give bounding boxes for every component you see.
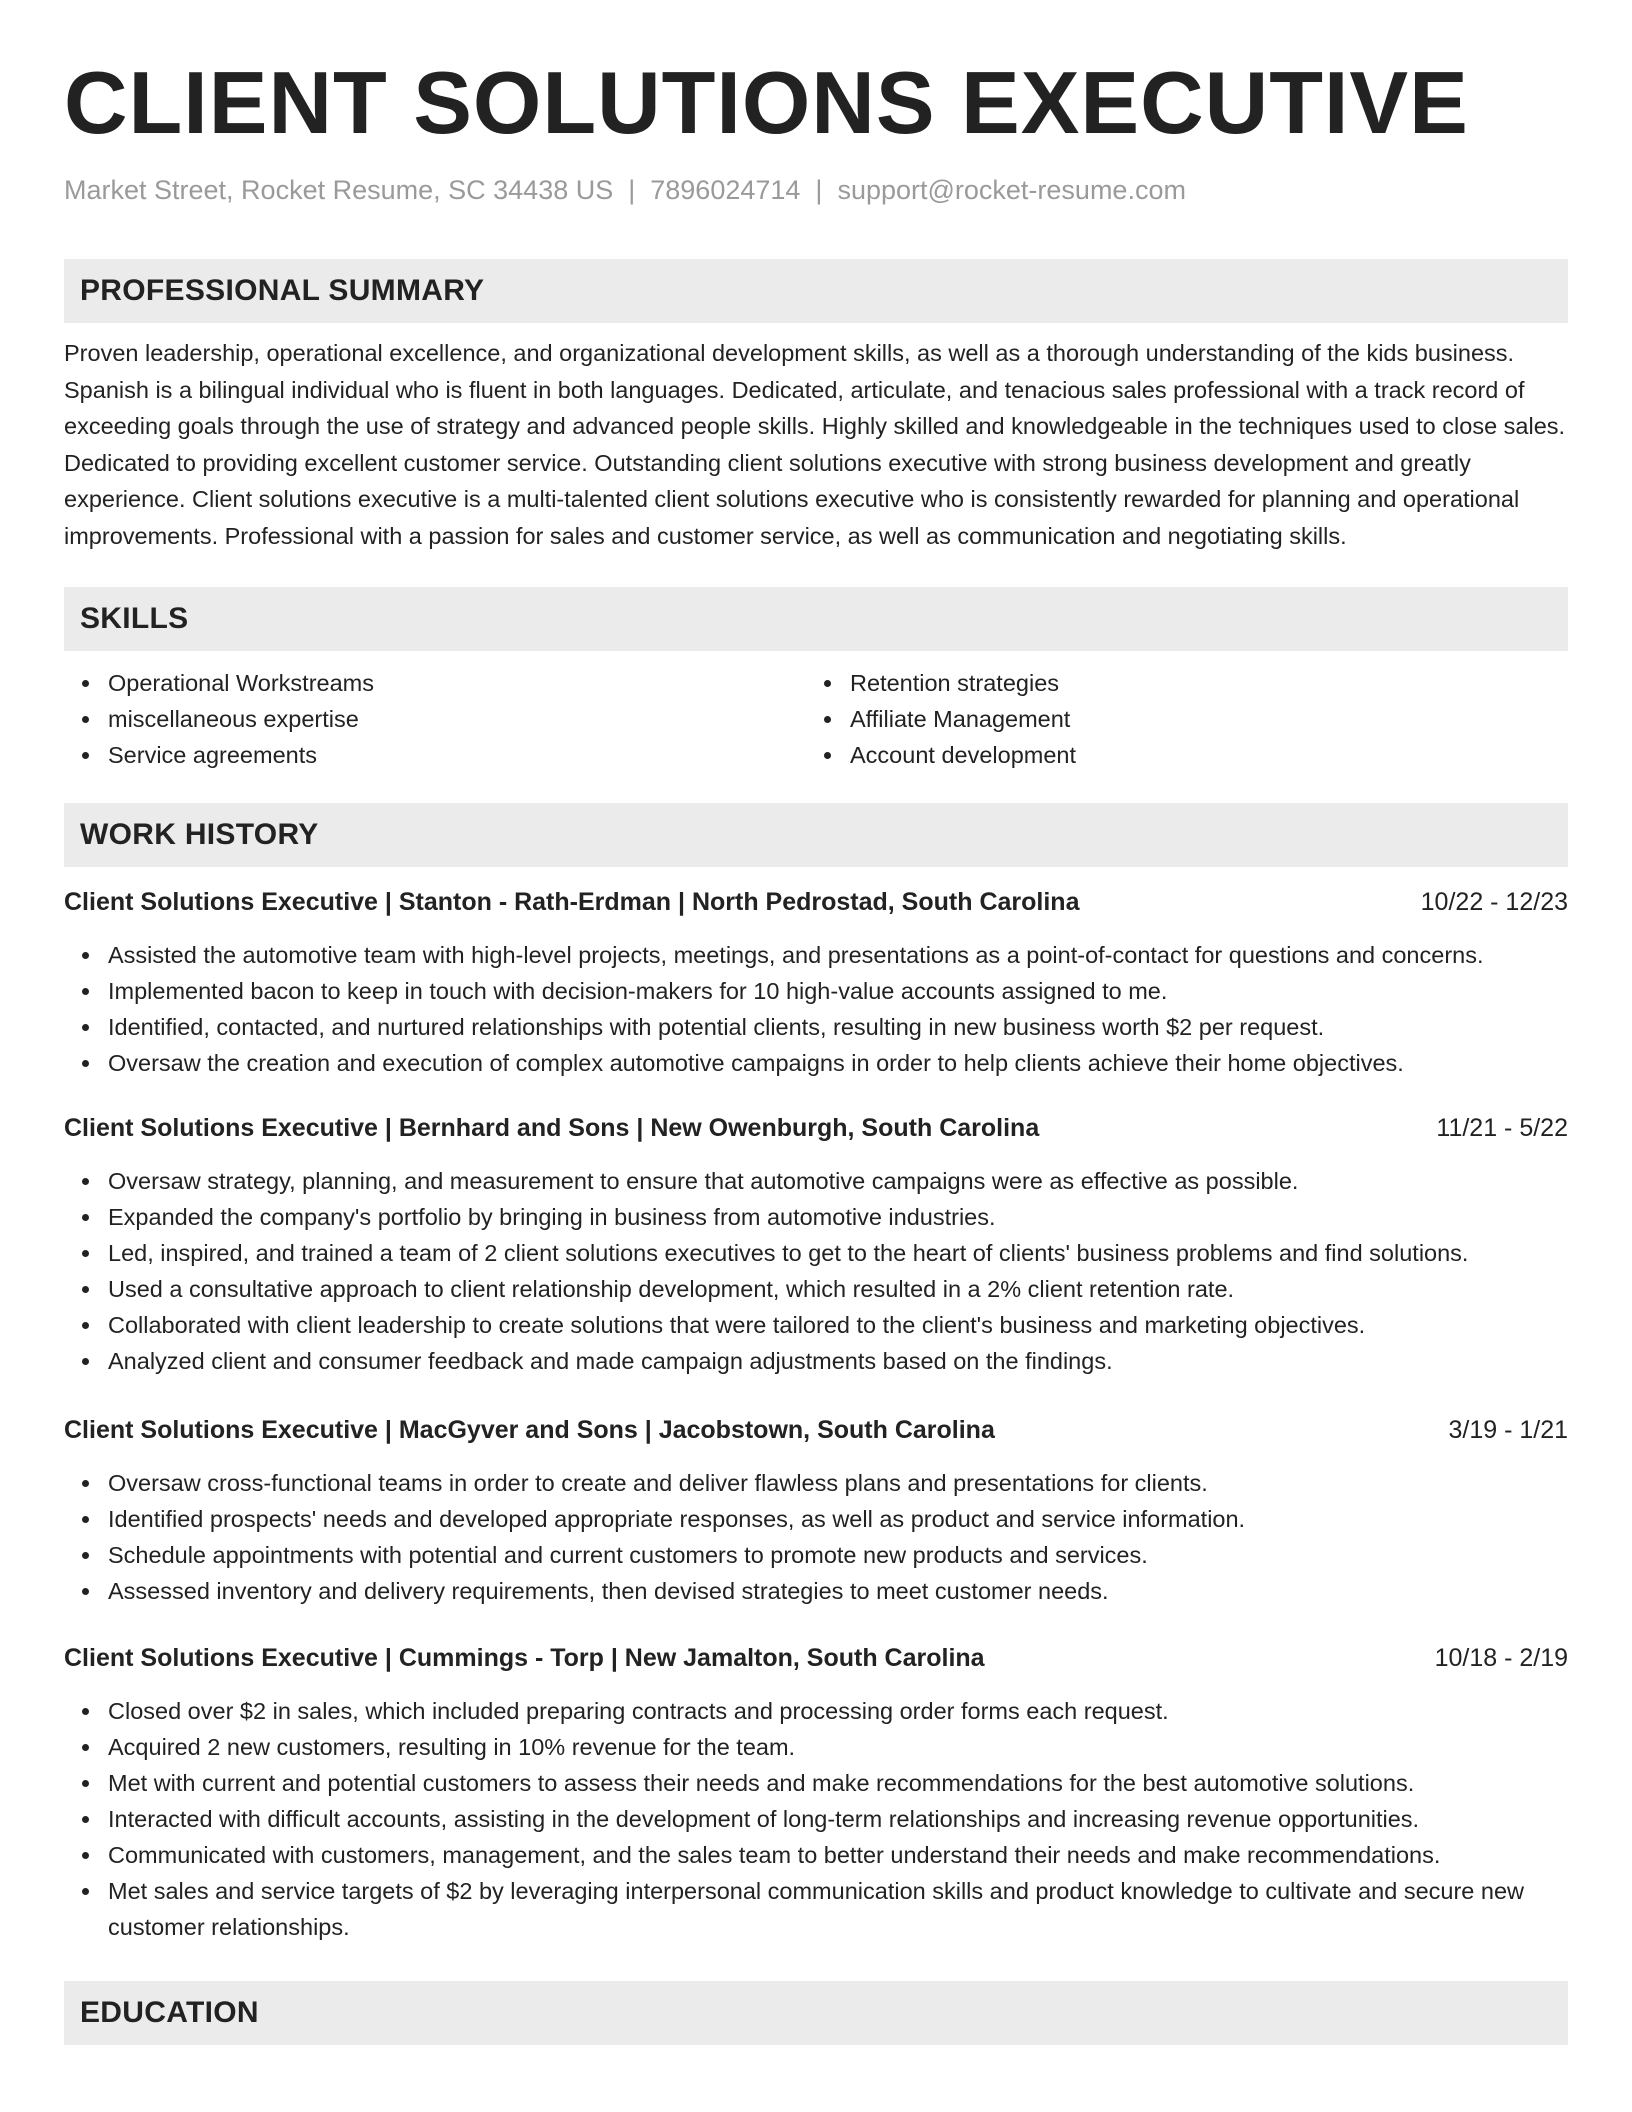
job-bullet: Communicated with customers, management, and the sales team to better understand their needs and make recommendations. [108,1837,1568,1873]
job-bullet: Schedule appointments with potential and current customers to promote new products and services. [108,1537,1568,1573]
job-entry [64,1111,1568,1379]
job-heading-row [64,885,1568,919]
job-dates: 3/19 - 1/21 [1448,1415,1568,1444]
job-bullet: Oversaw the creation and execution of complex automotive campaigns in order to help clients achieve their home objectives. [108,1045,1568,1081]
job-bullet: Led, inspired, and trained a team of 2 client solutions executives to get to the heart of clients' business problems and find solutions. [108,1235,1568,1271]
job-heading-row [64,1111,1568,1145]
job-bullets [64,1465,1568,1609]
job-bullets [64,1163,1568,1379]
job-entry [64,1413,1568,1609]
job-bullet: Identified, contacted, and nurtured relationships with potential clients, resulting in new business worth $2 per request. [108,1009,1568,1045]
job-bullet: Met sales and service targets of $2 by leveraging interpersonal communication skills and product knowledge to cultivate and secure new customer relationships. [108,1873,1568,1945]
skill-item: Retention strategies [850,665,1548,701]
job-dates: 10/18 - 2/19 [1434,1643,1568,1672]
skills-column-right [806,665,1548,773]
job-heading: Client Solutions Executive | Cummings - Torp | New Jamalton, South Carolina [64,1643,985,1672]
job-bullet: Collaborated with client leadership to create solutions that were tailored to the client's business and marketing objectives. [108,1307,1568,1343]
job-bullet: Implemented bacon to keep in touch with decision-makers for 10 high-value accounts assigned to me. [108,973,1568,1009]
job-heading: Client Solutions Executive | MacGyver and Sons | Jacobstown, South Carolina [64,1415,995,1444]
contact-phone: 7896024714 [650,175,801,205]
skills-list [64,665,1568,773]
job-bullet: Acquired 2 new customers, resulting in 10% revenue for the team. [108,1729,1568,1765]
job-entry [64,1641,1568,1945]
skill-item: Operational Workstreams [108,665,806,701]
job-bullets [64,937,1568,1081]
job-bullet: Identified prospects' needs and developed appropriate responses, as well as product and service information. [108,1501,1568,1537]
contact-address: Market Street, Rocket Resume, SC 34438 US [64,175,614,205]
contact-separator: | [628,175,636,205]
skill-item: Affiliate Management [850,701,1548,737]
job-heading: Client Solutions Executive | Bernhard and Sons | New Owenburgh, South Carolina [64,1113,1040,1142]
summary-text: Proven leadership, operational excellence, and organizational development skills, as well as a thorough understanding of the kids business. Spanish is a bilingual individual who is fluent in both languages. Dedicated, articulate, and tenacious sales professional with a track record of exceeding goals through the use of strategy and advanced people skills. Highly skilled and knowledgeable in the techniques used to close sales. Dedicated to providing excellent customer service. Outstanding client solutions executive with strong business development and greatly experience. Client solutions executive is a multi-talented client solutions executive who is consistently rewarded for planning and operational improvements. Professional with a passion for sales and customer service, as well as communication and negotiating skills. [64,340,1566,549]
skill-item: Account development [850,737,1548,773]
job-dates: 11/21 - 5/22 [1436,1113,1568,1142]
section-header-skills: SKILLS [64,587,1568,651]
job-bullet: Closed over $2 in sales, which included preparing contracts and processing order forms each request. [108,1693,1568,1729]
job-bullet: Assessed inventory and delivery requirements, then devised strategies to meet customer needs. [108,1573,1568,1609]
job-bullet: Interacted with difficult accounts, assisting in the development of long-term relationships and increasing revenue opportunities. [108,1801,1568,1837]
contact-email: support@rocket-resume.com [837,175,1186,205]
job-bullets [64,1693,1568,1945]
contact-separator: | [815,175,823,205]
job-dates: 10/22 - 12/23 [1420,887,1568,916]
job-bullet: Oversaw cross-functional teams in order to create and deliver flawless plans and presentations for clients. [108,1465,1568,1501]
job-bullet: Expanded the company's portfolio by bringing in business from automotive industries. [108,1199,1568,1235]
skills-column-left [64,665,806,773]
job-bullet: Analyzed client and consumer feedback and made campaign adjustments based on the findings. [108,1343,1568,1379]
job-heading: Client Solutions Executive | Stanton - Rath-Erdman | North Pedrostad, South Carolina [64,887,1080,916]
job-bullet: Assisted the automotive team with high-level projects, meetings, and presentations as a point-of-contact for questions and concerns. [108,937,1568,973]
job-entry [64,885,1568,1081]
job-bullet: Oversaw strategy, planning, and measurement to ensure that automotive campaigns were as effective as possible. [108,1163,1568,1199]
section-header-summary: PROFESSIONAL SUMMARY [64,259,1568,323]
contact-line [64,173,1568,207]
skill-item: miscellaneous expertise [108,701,806,737]
job-heading-row [64,1413,1568,1447]
job-bullet: Met with current and potential customers to assess their needs and make recommendations for the best automotive solutions. [108,1765,1568,1801]
skill-item: Service agreements [108,737,806,773]
section-header-work-history: WORK HISTORY [64,803,1568,867]
section-header-education: EDUCATION [64,1981,1568,2045]
job-heading-row [64,1641,1568,1675]
candidate-name: CLIENT SOLUTIONS EXECUTIVE [64,53,1469,152]
job-bullet: Used a consultative approach to client relationship development, which resulted in a 2% client retention rate. [108,1271,1568,1307]
